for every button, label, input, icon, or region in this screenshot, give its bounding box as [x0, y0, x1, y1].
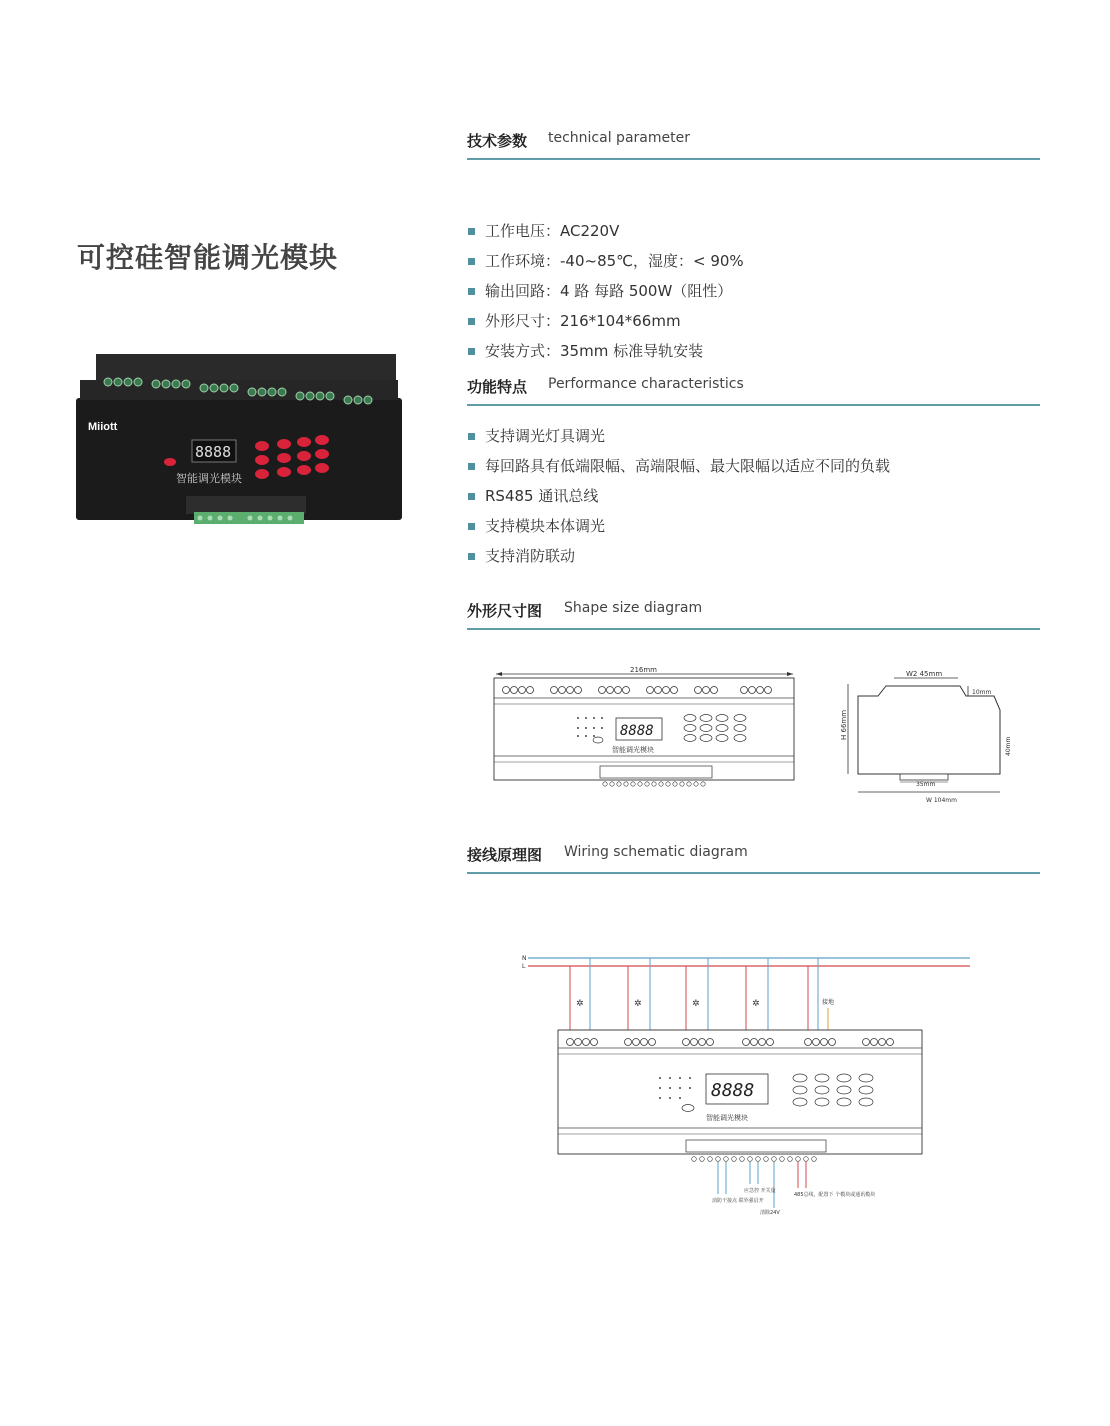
list-item	[467, 281, 744, 311]
bullet-square-icon	[468, 348, 475, 355]
section-shape-subtitle: Shape size diagram	[564, 600, 703, 616]
section-shape-header	[467, 598, 1040, 630]
list-item-text: 输出回路：4 路 每路 500W（阻性）	[485, 282, 733, 300]
section-wiring-subtitle: Wiring schematic diagram	[564, 844, 748, 860]
w2-label: W2 45mm	[906, 670, 943, 678]
side-dimension-diagram	[834, 668, 1034, 806]
list-item	[467, 221, 744, 251]
section-tech-title: 技术参数	[467, 132, 528, 150]
height-label: H 66mm	[840, 709, 848, 740]
section-shape-title: 外形尺寸图	[467, 602, 543, 620]
bullet-square-icon	[468, 553, 475, 560]
section-perf-header	[467, 374, 1040, 406]
wiring-note-24v: 清除24V	[760, 1210, 780, 1216]
w-label: W 104mm	[926, 797, 957, 804]
list-item	[467, 341, 744, 371]
bullet-square-icon	[468, 228, 475, 235]
list-item-text: 每回路具有低端限幅、高端限幅、最大限幅以适应不同的负载	[485, 457, 891, 475]
bullet-square-icon	[468, 258, 475, 265]
list-item	[467, 311, 744, 341]
n-label: N	[522, 955, 527, 962]
svg-text:8888: 8888	[195, 443, 232, 461]
list-item-text: 外形尺寸：216*104*66mm	[485, 312, 681, 330]
list-item	[467, 426, 890, 456]
wiring-note-485: 485总线，配置下 个模块或通讯模块	[794, 1192, 876, 1198]
list-item-text: 支持模块本体调光	[485, 517, 606, 535]
svg-text:智能调光模块: 智能调光模块	[176, 472, 242, 485]
bullet-square-icon	[468, 463, 475, 470]
wiring-note-fire: 消防干接点 联外强启开	[712, 1198, 764, 1204]
device-label: 智能调光模块	[612, 746, 654, 754]
list-item-text: 支持调光灯具调光	[485, 427, 606, 445]
brand-logo: Miiott	[88, 421, 118, 433]
list-item	[467, 546, 890, 576]
ground-label: 接地	[822, 999, 835, 1006]
perf-list	[467, 426, 890, 576]
section-tech-subtitle: technical parameter	[548, 130, 690, 146]
list-item	[467, 456, 890, 486]
wiring-device-label: 智能调光模块	[706, 1114, 748, 1122]
section-perf-subtitle: Performance characteristics	[548, 376, 744, 392]
section-wiring-header	[467, 842, 1040, 874]
svg-text:✲: ✲	[634, 999, 642, 1009]
wiring-note-emergency: 应急控 开关量	[744, 1188, 776, 1194]
section-perf-title: 功能特点	[467, 378, 528, 396]
list-item	[467, 516, 890, 546]
bullet-square-icon	[468, 523, 475, 530]
list-item-text: 安装方式：35mm 标准导轨安装	[485, 342, 704, 360]
tech-list	[467, 221, 744, 371]
list-item-text: 支持消防联动	[485, 547, 576, 565]
product-photo	[74, 350, 404, 540]
section-wiring-title: 接线原理图	[467, 846, 543, 864]
list-item	[467, 251, 744, 281]
svg-text:✲: ✲	[576, 999, 584, 1009]
bullet-square-icon	[468, 318, 475, 325]
top-offset-label: 10mm	[972, 689, 992, 696]
l-label: L	[522, 963, 526, 970]
rail-label: 35mm	[916, 781, 936, 788]
svg-text:✲: ✲	[752, 999, 760, 1009]
side-height-label: 40mm	[1005, 736, 1012, 756]
bullet-square-icon	[468, 493, 475, 500]
list-item	[467, 486, 890, 516]
bullet-square-icon	[468, 433, 475, 440]
list-item-text: 工作环境：-40~85℃，湿度：< 90%	[485, 252, 744, 270]
list-item-text: RS485 通讯总线	[485, 487, 599, 505]
width-label: 216mm	[630, 666, 657, 674]
front-dimension-diagram	[488, 660, 808, 790]
bullet-square-icon	[468, 288, 475, 295]
page-title: 可控硅智能调光模块	[77, 241, 339, 274]
list-item-text: 工作电压：AC220V	[485, 222, 620, 240]
wiring-diagram	[520, 950, 980, 1220]
svg-text:✲: ✲	[692, 999, 700, 1009]
section-tech-header	[467, 128, 1040, 160]
svg-text:8888: 8888	[711, 1080, 755, 1101]
svg-text:8888: 8888	[620, 723, 654, 739]
